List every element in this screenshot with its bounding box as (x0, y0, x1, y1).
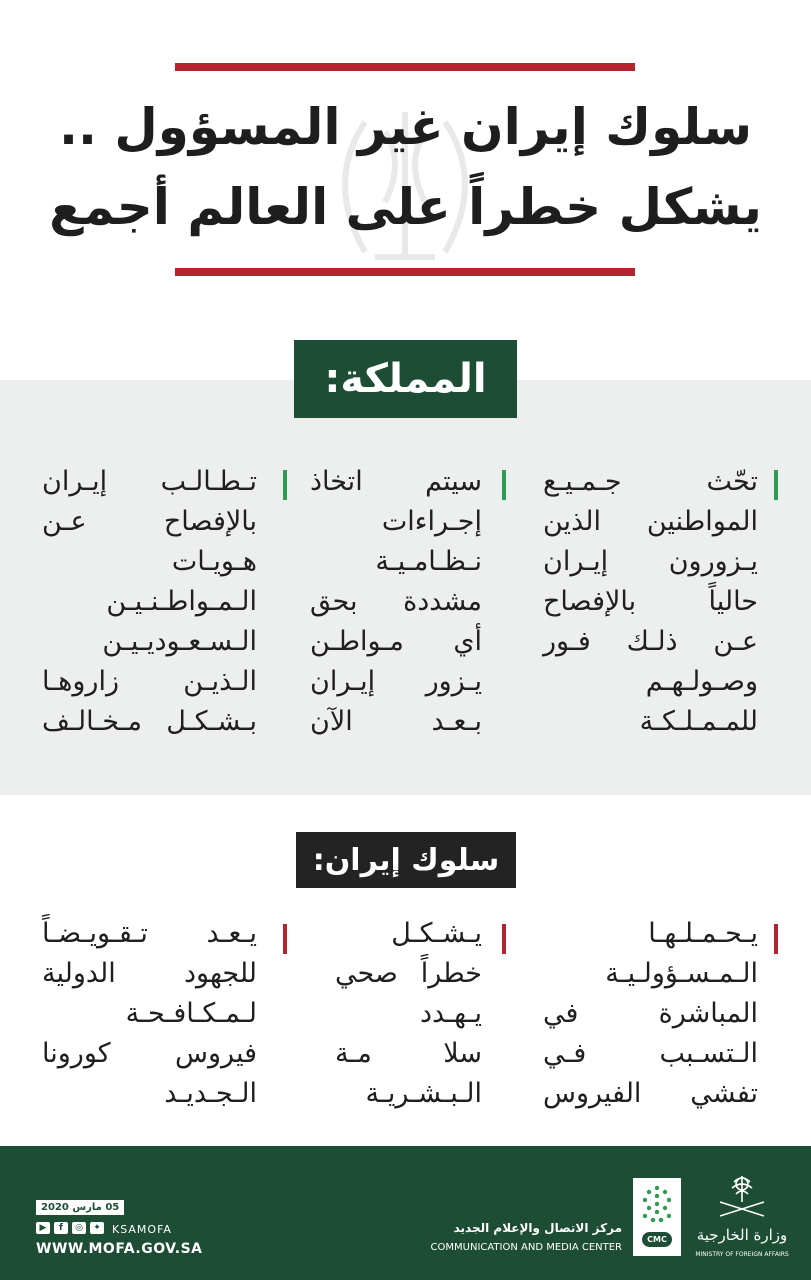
column-marker (774, 470, 778, 500)
text-line: للمـمـلـكـة (639, 706, 758, 737)
top-red-bar (175, 63, 635, 71)
headline-line-2: يشكل خطراً على العالم أجمع (49, 178, 762, 236)
text-line: خطراً صحي (335, 958, 482, 989)
publish-date: 05 مارس 2020 (36, 1200, 124, 1215)
kingdom-section-label: المملكة: (294, 340, 517, 418)
headline (40, 90, 771, 260)
cmc-logo (633, 1178, 681, 1256)
text-line: هـويـات (171, 546, 257, 577)
text-line: بالإفصاح عـن (42, 506, 257, 537)
mofa-english-name: MINISTRY OF FOREIGN AFFAIRS (695, 1251, 789, 1258)
text-line: يـشـكـل (391, 918, 482, 949)
column-marker (774, 924, 778, 954)
kingdom-column-2 (310, 462, 482, 742)
text-line: تفشي الفيروس (543, 1078, 758, 1109)
text-line: عـن ذلـك فـور (543, 626, 758, 657)
text-line: نـظـامـيـة (375, 546, 482, 577)
text-line: الـمـواطـنـيـن (106, 586, 257, 617)
column-marker (502, 470, 506, 500)
text-line: تـطـالـب إيـران (42, 466, 257, 497)
text-line: لـمـكـافـحـة (125, 998, 257, 1029)
iran-column-3 (42, 914, 257, 1114)
text-line: حالياً بالإفصاح (543, 586, 758, 617)
text-line: سلا مـة (335, 1038, 482, 1069)
iran-column-1 (543, 914, 758, 1114)
column-marker (502, 924, 506, 954)
text-line: إجـراءات (381, 506, 482, 537)
text-line: تحّث جـمـيـع (543, 466, 758, 497)
text-line: فيروس كورونا (42, 1038, 257, 1069)
facebook-icon[interactable]: f (54, 1222, 68, 1234)
bottom-red-bar (175, 268, 635, 276)
text-line: وصـولـهـم (645, 666, 758, 697)
text-line: مشددة بحق (310, 586, 482, 617)
text-line: يـعـد تـقـويـضـاً (42, 918, 257, 949)
text-line: الـبـشـريـة (365, 1078, 482, 1109)
text-line: الـتسـبب فـي (543, 1038, 758, 1069)
saudi-emblem-icon (712, 1172, 772, 1220)
iran-section-label: سلوك إيران: (296, 832, 516, 888)
website-link[interactable]: WWW.MOFA.GOV.SA (36, 1241, 203, 1257)
text-line: المواطنين الذين (543, 506, 758, 537)
cmc-english-name: COMMUNICATION AND MEDIA CENTER (430, 1242, 622, 1253)
cmc-dots-icon (633, 1178, 681, 1230)
kingdom-column-1 (543, 462, 758, 742)
text-line: بـشـكـل مـخـالـف (42, 706, 257, 737)
text-line: الـمـسـؤولـيـة (605, 958, 758, 989)
text-line: بـعـد الآن (310, 706, 482, 737)
text-line: يـهـدد (420, 998, 482, 1029)
iran-column-2 (335, 914, 482, 1114)
social-icons (36, 1222, 104, 1234)
text-line: الـسـعـوديـيـن (102, 626, 257, 657)
cmc-logo-label: CMC (642, 1232, 672, 1247)
cmc-arabic-name: مركز الاتصال والإعلام الجديد (453, 1221, 622, 1235)
kingdom-column-3 (42, 462, 257, 742)
youtube-icon[interactable]: ▶ (36, 1222, 50, 1234)
text-line: أي مـواطـن (310, 626, 482, 657)
headline-line-1: سلوك إيران غير المسؤول .. (59, 98, 752, 156)
mofa-arabic-name: وزارة الخارجية (696, 1226, 788, 1244)
text-line: المباشرة في (543, 998, 758, 1029)
text-line: يـزورون إيـران (543, 546, 758, 577)
text-line: يـحـمـلـهـا (648, 918, 758, 949)
instagram-icon[interactable]: ◎ (72, 1222, 86, 1234)
text-line: يـزور إيـران (310, 666, 482, 697)
text-line: سيتم اتخاذ (310, 466, 482, 497)
text-line: للجهود الدولية (42, 958, 257, 989)
column-marker (283, 470, 287, 500)
text-line: الـجـديـد (164, 1078, 257, 1109)
social-handle[interactable]: KSAMOFA (112, 1223, 172, 1236)
text-line: الـذيـن زاروهـا (42, 666, 257, 697)
twitter-icon[interactable]: ✦ (90, 1222, 104, 1234)
column-marker (283, 924, 287, 954)
